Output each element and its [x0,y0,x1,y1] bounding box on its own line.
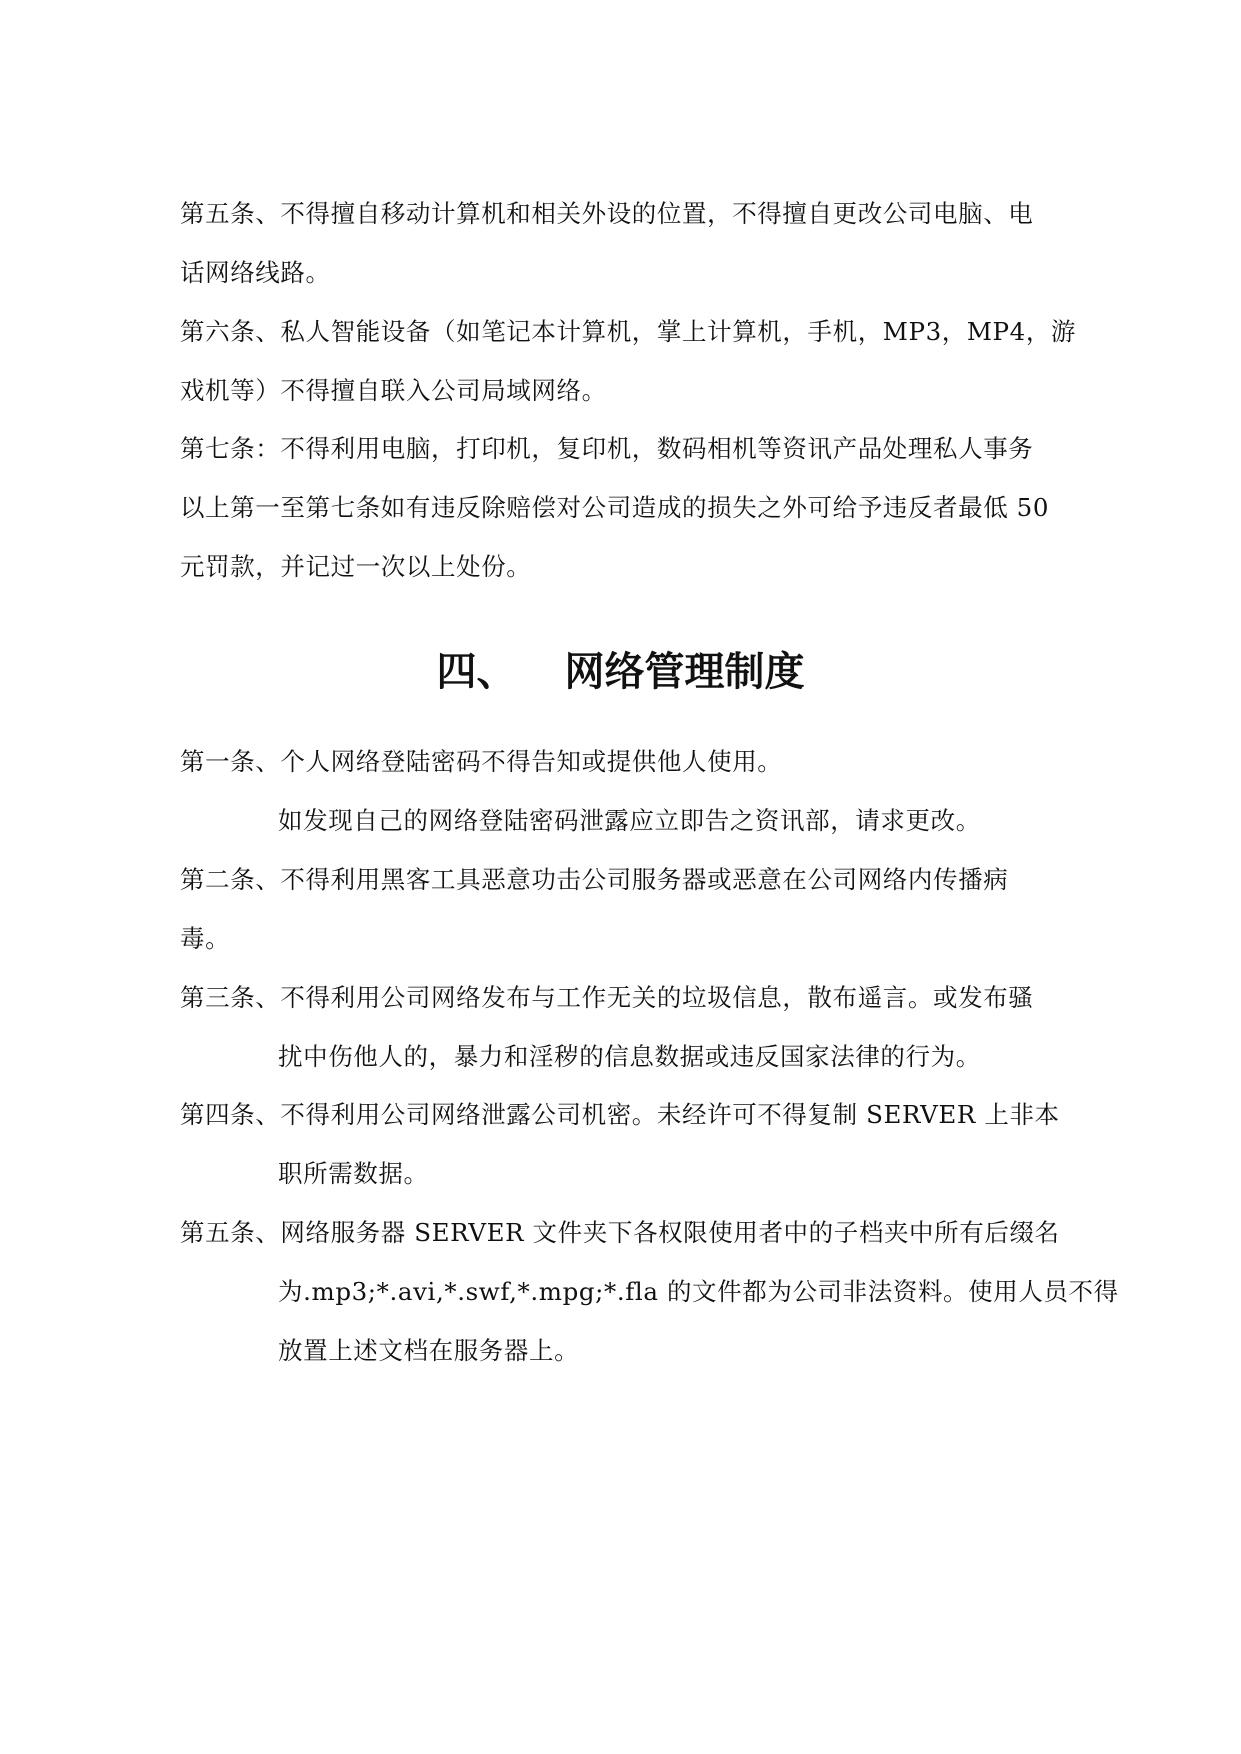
net-article-5-line-2: 为.mp3;*.avi,*.swf,*.mpg;*.fla 的文件都为公司非法资料。使用人员不得 [278,1277,1119,1306]
net-article-1-line-2: 如发现自己的网络登陆密码泄露应立即告之资讯部，请求更改。 [278,806,981,835]
article-5-line-2: 话网络线路。 [180,258,331,287]
net-article-2-line-1: 第二条、不得利用黑客工具恶意功击公司服务器或恶意在公司网络内传播病 [180,865,1009,894]
net-article-1-line-1: 第一条、个人网络登陆密码不得告知或提供他人使用。 [180,747,783,776]
net-article-4-line-1: 第四条、不得利用公司网络泄露公司机密。未经许可不得复制 SERVER 上非本 [180,1100,1060,1129]
net-article-3-line-2: 扰中伤他人的，暴力和淫秽的信息数据或违反国家法律的行为。 [278,1042,981,1071]
penalty-line-1: 以上第一至第七条如有违反除赔偿对公司造成的损失之外可给予违反者最低 50 [180,493,1050,522]
net-article-4-line-2: 职所需数据。 [278,1159,429,1188]
article-6-line-2: 戏机等）不得擅自联入公司局域网络。 [180,376,607,405]
section-number: 四、 [436,649,517,695]
net-article-2-line-2: 毒。 [180,924,231,953]
penalty-line-2: 元罚款，并记过一次以上处份。 [180,552,532,581]
section-heading [0,648,1241,696]
article-6-line-1: 第六条、私人智能设备（如笔记本计算机，掌上计算机，手机，MP3，MP4，游 [180,317,1077,346]
net-article-5-line-1: 第五条、网络服务器 SERVER 文件夹下各权限使用者中的子档夹中所有后缀名 [180,1218,1060,1247]
net-article-5-line-3: 放置上述文档在服务器上。 [278,1336,580,1365]
article-5-line-1: 第五条、不得擅自移动计算机和相关外设的位置，不得擅自更改公司电脑、电 [180,199,1034,228]
article-7-line: 第七条：不得利用电脑，打印机，复印机，数码相机等资讯产品处理私人事务 [180,434,1034,463]
net-article-3-line-1: 第三条、不得利用公司网络发布与工作无关的垃圾信息，散布遥言。或发布骚 [180,983,1034,1012]
section-title: 网络管理制度 [564,649,805,695]
